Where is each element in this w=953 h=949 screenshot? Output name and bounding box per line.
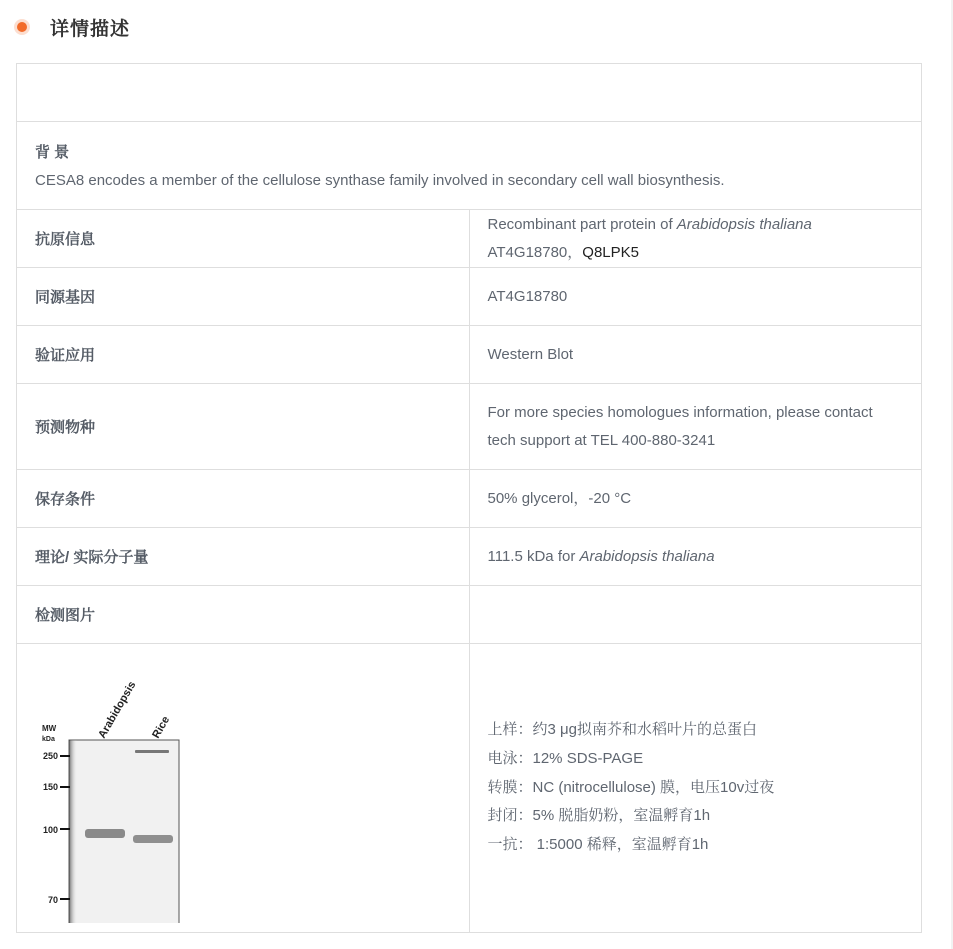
row-label: 验证应用 xyxy=(17,326,470,384)
row-value: AT4G18780 xyxy=(469,268,922,326)
protocol-line: 封闭：5% 脱脂奶粉，室温孵育1h xyxy=(487,807,711,825)
protocol-cell xyxy=(469,644,922,933)
blot-image-cell xyxy=(17,644,470,933)
western-blot-figure xyxy=(37,653,197,923)
empty-cell xyxy=(17,64,922,122)
table-row xyxy=(17,210,922,268)
table-row xyxy=(17,528,922,586)
row-value-mw xyxy=(469,528,922,586)
section-header xyxy=(16,12,130,42)
table-row xyxy=(17,268,922,326)
lane-label-arabidopsis: Arabidopsis xyxy=(96,679,139,741)
western-blot-image xyxy=(37,653,197,923)
row-value: Western Blot xyxy=(469,326,922,384)
mw-prefix: 111.5 kDa for xyxy=(487,547,580,565)
row-label: 检测图片 xyxy=(17,586,470,644)
marker-100: 100 xyxy=(42,825,58,835)
table-row xyxy=(17,470,922,528)
row-label: 理论/ 实际分子量 xyxy=(17,528,470,586)
section-title: 详情描述 xyxy=(50,18,131,40)
table-row xyxy=(17,586,922,644)
marker-250: 250 xyxy=(42,751,58,761)
background-cell xyxy=(17,122,922,210)
mw-species: Arabidopsis thaliana xyxy=(579,547,715,565)
antigen-prefix: Recombinant part protein of xyxy=(487,215,677,233)
protocol-line: 电泳：12% SDS-PAGE xyxy=(487,749,644,767)
marker-150: 150 xyxy=(42,782,58,792)
row-value xyxy=(469,586,922,644)
table-row-empty xyxy=(17,64,922,122)
uniprot-id: Q8LPK5 xyxy=(582,243,639,261)
row-label: 预测物种 xyxy=(17,384,470,470)
row-label: 保存条件 xyxy=(17,470,470,528)
protocol-line: 转膜：NC (nitrocellulose) 膜，电压10v过夜 xyxy=(487,778,775,796)
svg-text:kDa: kDa xyxy=(42,736,55,743)
antigen-suffix: AT4G18780， xyxy=(487,243,583,261)
row-value: For more species homologues information, please contact tech support at TEL 400-880-3241 xyxy=(469,384,922,470)
protocol-line: 一抗： 1:5000 稀释，室温孵育1h xyxy=(487,836,709,854)
table-row xyxy=(17,326,922,384)
bullet-dot-icon xyxy=(17,22,27,32)
row-value: 50% glycerol，-20 °C xyxy=(469,470,922,528)
marker-70: 70 xyxy=(47,895,58,905)
lane-label-rice: Rice xyxy=(150,714,173,741)
antigen-species: Arabidopsis thaliana xyxy=(676,215,812,233)
row-label: 同源基因 xyxy=(17,268,470,326)
background-text: CESA8 encodes a member of the cellulose synthase family involved in secondary cell wall biosynthesis. xyxy=(35,171,725,189)
row-label: 抗原信息 xyxy=(17,210,470,268)
table-row-blot xyxy=(17,644,922,933)
row-value-antigen xyxy=(469,210,922,268)
detail-table xyxy=(16,63,922,933)
table-row xyxy=(17,384,922,470)
svg-text:MW: MW xyxy=(42,724,57,733)
background-label: 背 景 xyxy=(35,143,70,161)
protocol-line: 上样：约3 μg拟南芥和水稻叶片的总蛋白 xyxy=(487,721,757,739)
table-row-background xyxy=(17,122,922,210)
